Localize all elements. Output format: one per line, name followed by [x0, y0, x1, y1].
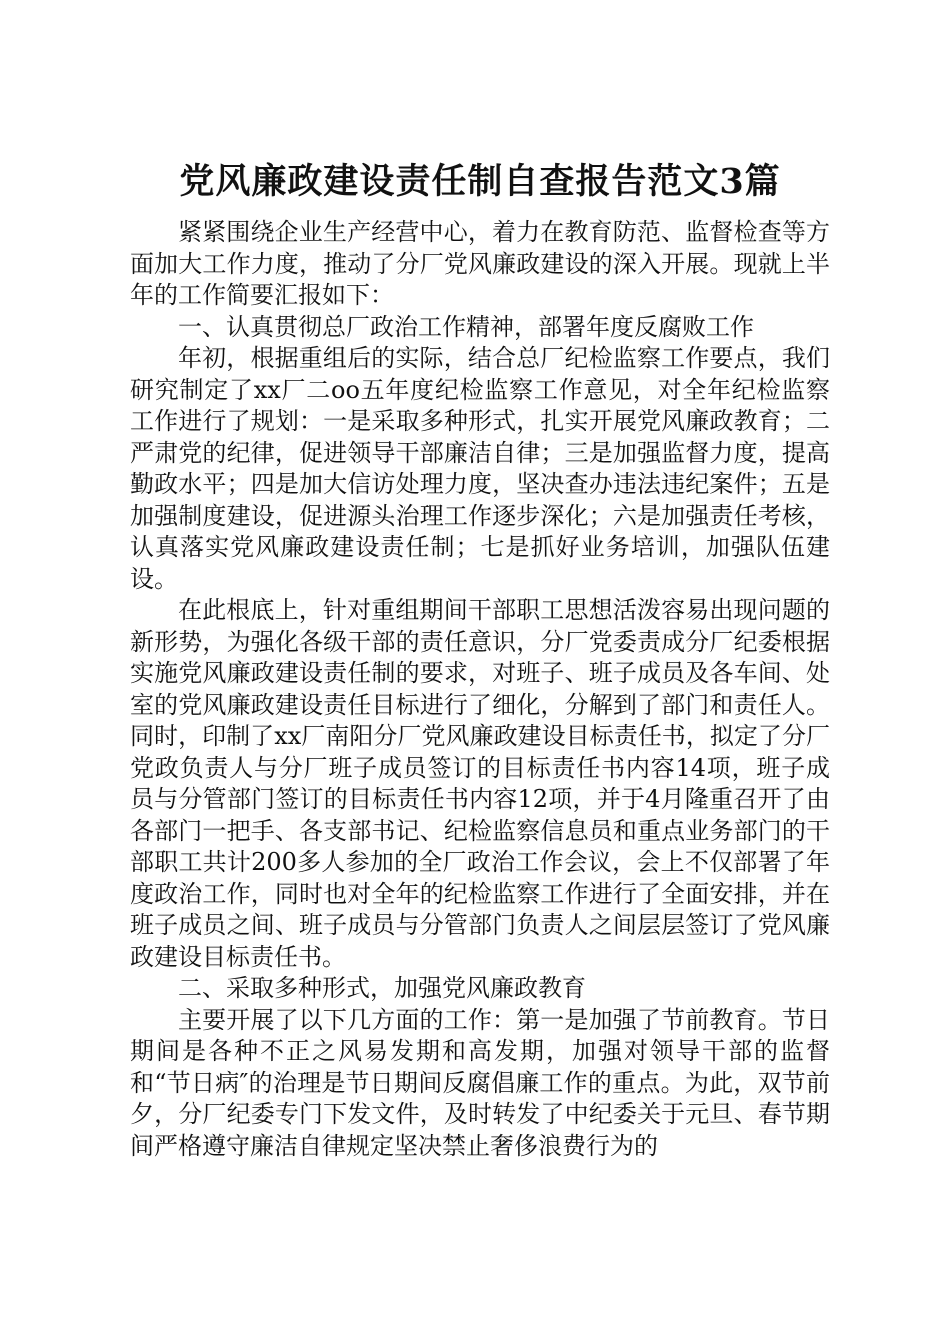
section-heading-2: 二、采取多种形式，加强党风廉政教育 [178, 974, 586, 1002]
document-page [130, 155, 830, 1162]
body-paragraph-3: 主要开展了以下几方面的工作：第一是加强了节前教育。节日期间是各种不正之风易发期和高发期，加强对领导干部的监督和“节日病″的治理是节日期间反腐倡廉工作的重点。为此，双节前夕，分厂纪委专门下发文件，及时转发了中纪委关于元旦、春节期间严格遵守廉洁自律规定坚决禁止奢侈浪费行为的 [130, 1005, 830, 1160]
body-paragraph-2: 在此根底上，针对重组期间干部职工思想活泼容易出现问题的新形势，为强化各级干部的责任意识，分厂党委责成分厂纪委根据实施党风廉政建设责任制的要求，对班子、班子成员及各车间、处室的党风廉政建设责任目标进行了细化，分解到了部门和责任人。同时，印制了xx厂南阳分厂党风廉政建设目标责任书，拟定了分厂党政负责人与分厂班子成员签订的目标责任书内容14项，班子成员与分管部门签订的目标责任书内容12项，并于4月隆重召开了由各部门一把手、各支部书记、纪检监察信息员和重点业务部门的干部职工共计200多人参加的全厂政治工作会议，会上不仅部署了年度政治工作，同时也对全年的纪检监察工作进行了全面安排，并在班子成员之间、班子成员与分管部门负责人之间层层签订了党风廉政建设目标责任书。 [130, 596, 830, 971]
body-paragraph-1: 年初，根据重组后的实际，结合总厂纪检监察工作要点，我们研究制定了xx厂二oo五年度纪检监察工作意见，对全年纪检监察工作进行了规划：一是采取多种形式，扎实开展党风廉政教育；二严肃党的纪律，促进领导干部廉洁自律；三是加强监督力度，提高勤政水平；四是加大信访处理力度，坚决查办违法违纪案件；五是加强制度建设，促进源头治理工作逐步深化；六是加强责任考核，认真落实党风廉政建设责任制；七是抓好业务培训，加强队伍建设。 [130, 344, 830, 593]
intro-paragraph: 紧紧围绕企业生产经营中心，着力在教育防范、监督检查等方面加大工作力度，推动了分厂党风廉政建设的深入开展。现就上半年的工作简要汇报如下： [130, 218, 830, 309]
section-heading-1: 一、认真贯彻总厂政治工作精神，部署年度反腐败工作 [178, 312, 754, 341]
document-title: 党风廉政建设责任制自查报告范文3篇 [179, 161, 781, 202]
